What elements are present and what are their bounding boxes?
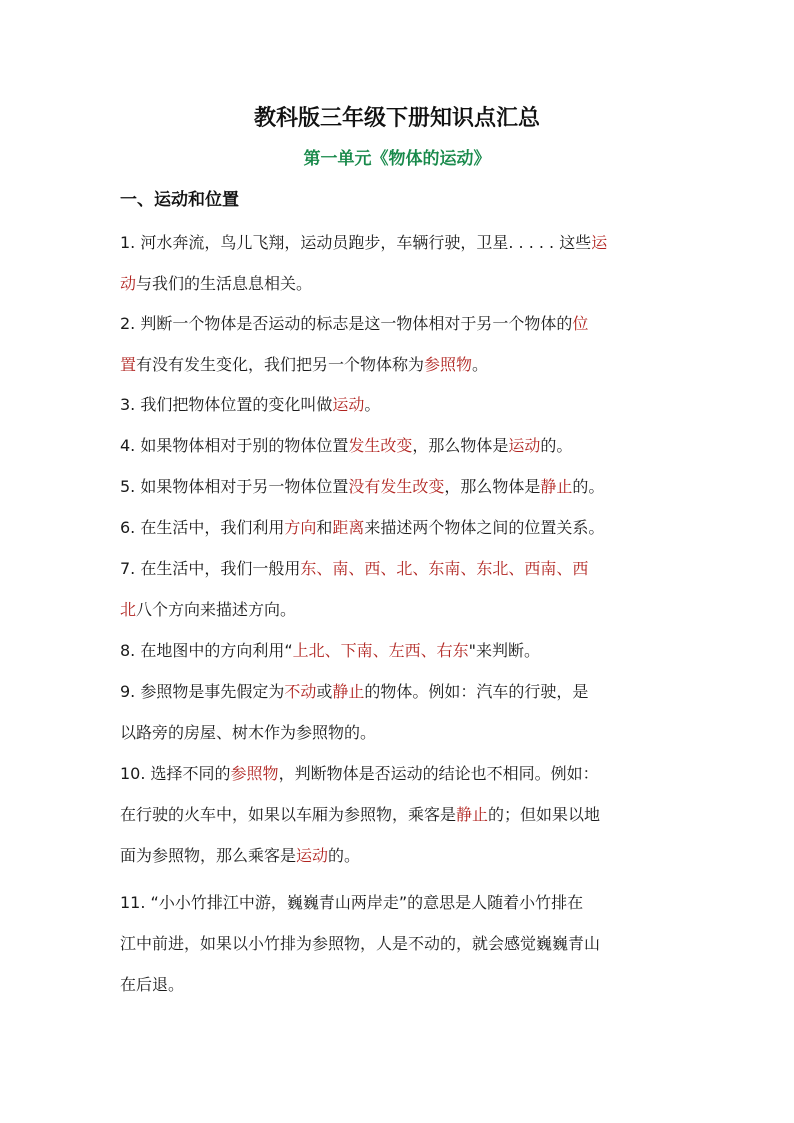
body-text-segment: 4. 如果物体相对于别的物体位置 bbox=[120, 436, 349, 455]
unit-title: 第一单元《物体的运动》 bbox=[303, 149, 491, 169]
text-line bbox=[120, 268, 312, 300]
body-text-segment: 1. 河水奔流，鸟儿飞翔，运动员跑步，车辆行驶，卫星. . . . . 这些 bbox=[120, 233, 592, 252]
section-heading: 一、运动和位置 bbox=[120, 190, 239, 210]
text-line bbox=[120, 349, 488, 381]
highlight-text: 静止 bbox=[332, 682, 365, 701]
body-text-segment: ，那么物体是 bbox=[412, 436, 509, 455]
body-text-segment: 或 bbox=[316, 682, 333, 701]
highlight-text: 置 bbox=[120, 355, 137, 374]
highlight-text: 不动 bbox=[284, 682, 317, 701]
body-text-segment: ，那么物体是 bbox=[444, 477, 541, 496]
body-text-segment: 2. 判断一个物体是否运动的标志是这一物体相对于另一个物体的 bbox=[120, 314, 573, 333]
text-line bbox=[120, 553, 588, 585]
body-text-segment: 有没有发生变化，我们把另一个物体称为 bbox=[136, 355, 425, 374]
text-line bbox=[120, 758, 599, 790]
highlight-text: 运动 bbox=[332, 395, 365, 414]
highlight-text: 上北、下南、左西、右东 bbox=[292, 641, 469, 660]
text-line bbox=[120, 717, 376, 749]
text-line bbox=[120, 308, 588, 340]
body-text-segment: 9. 参照物是事先假定为 bbox=[120, 682, 285, 701]
highlight-text: 位 bbox=[572, 314, 589, 333]
highlight-text: 静止 bbox=[456, 805, 489, 824]
text-line bbox=[120, 389, 380, 421]
highlight-text: 参照物 bbox=[230, 764, 279, 783]
body-text-segment: 3. 我们把物体位置的变化叫做 bbox=[120, 395, 333, 414]
text-line bbox=[120, 676, 588, 708]
text-line bbox=[120, 887, 583, 919]
text-line bbox=[120, 840, 360, 872]
text-line bbox=[120, 799, 600, 831]
highlight-text: 没有发生改变 bbox=[348, 477, 445, 496]
body-text-segment: 的；但如果以地 bbox=[488, 805, 601, 824]
highlight-text: 运动 bbox=[296, 846, 329, 865]
body-text-segment: 与我们的生活息息相关。 bbox=[136, 274, 313, 293]
body-text-segment: ，判断物体是否运动的结论也不相同。例如： bbox=[278, 764, 599, 783]
body-text-segment: 7. 在生活中，我们一般用 bbox=[120, 559, 301, 578]
highlight-text: 动 bbox=[120, 274, 137, 293]
body-text-segment: 6. 在生活中，我们利用 bbox=[120, 518, 285, 537]
body-text-segment: 。 bbox=[364, 395, 381, 414]
body-text-segment: 来描述两个物体之间的位置关系。 bbox=[364, 518, 605, 537]
highlight-text: 运动 bbox=[508, 436, 541, 455]
body-text-segment: 的。 bbox=[540, 436, 573, 455]
text-line bbox=[120, 594, 296, 626]
body-text-segment: 在后退。 bbox=[120, 975, 185, 994]
body-text-segment: 江中前进，如果以小竹排为参照物，人是不动的，就会感觉巍巍青山 bbox=[120, 934, 601, 953]
body-text-segment: 以路旁的房屋、树木作为参照物的。 bbox=[120, 723, 377, 742]
body-text-segment: 8. 在地图中的方向利用“ bbox=[120, 641, 293, 660]
body-text-segment: "来判断。 bbox=[468, 641, 541, 660]
body-text-segment: 5. 如果物体相对于另一物体位置 bbox=[120, 477, 349, 496]
text-line bbox=[120, 635, 540, 667]
body-text-segment: 的物体。例如：汽车的行驶，是 bbox=[364, 682, 589, 701]
body-text-segment: 在行驶的火车中，如果以车厢为参照物，乘客是 bbox=[120, 805, 457, 824]
body-text-segment: 面为参照物，那么乘客是 bbox=[120, 846, 297, 865]
text-line bbox=[120, 430, 572, 462]
highlight-text: 距离 bbox=[332, 518, 365, 537]
text-line bbox=[120, 512, 604, 544]
text-line bbox=[120, 227, 607, 259]
body-text-segment: 八个方向来描述方向。 bbox=[136, 600, 297, 619]
body-text-segment: 。 bbox=[472, 355, 489, 374]
text-line bbox=[120, 471, 604, 503]
body-text-segment: 的。 bbox=[572, 477, 605, 496]
document-title: 教科版三年级下册知识点汇总 bbox=[253, 105, 540, 131]
highlight-text: 发生改变 bbox=[348, 436, 413, 455]
body-text-segment: 的。 bbox=[328, 846, 361, 865]
body-text-segment: 和 bbox=[316, 518, 333, 537]
highlight-text: 参照物 bbox=[424, 355, 473, 374]
highlight-text: 方向 bbox=[284, 518, 317, 537]
highlight-text: 北 bbox=[120, 600, 137, 619]
text-line bbox=[120, 969, 184, 1001]
text-line bbox=[120, 928, 600, 960]
body-text-segment: 10. 选择不同的 bbox=[120, 764, 231, 783]
highlight-text: 运 bbox=[591, 233, 608, 252]
highlight-text: 东、南、西、北、东南、东北、西南、西 bbox=[300, 559, 589, 578]
highlight-text: 静止 bbox=[540, 477, 573, 496]
body-text-segment: 11. “小小竹排江中游，巍巍青山两岸走”的意思是人随着小竹排在 bbox=[120, 893, 584, 912]
